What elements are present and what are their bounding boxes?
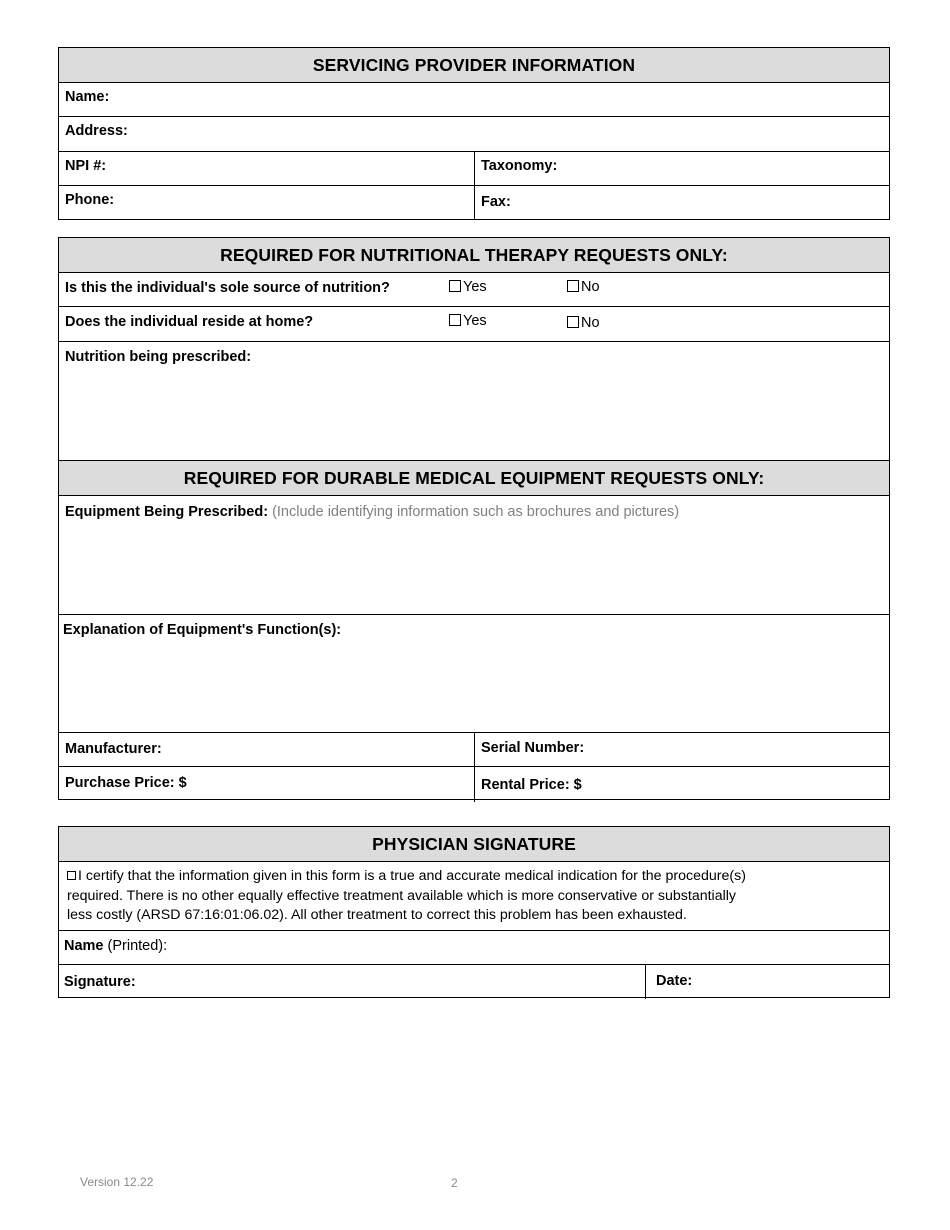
yes-label: Yes xyxy=(463,279,487,295)
version-label: Version 12.22 xyxy=(80,1175,154,1189)
signature-field[interactable] xyxy=(59,965,646,999)
rental-price-field[interactable] xyxy=(475,767,889,802)
date-label: Date: xyxy=(656,973,693,989)
yes-label: Yes xyxy=(463,313,487,329)
servicing-provider-section xyxy=(58,47,890,220)
serial-number-field[interactable] xyxy=(475,733,889,766)
certification-text xyxy=(59,862,889,926)
nutrition-prescribed-field[interactable] xyxy=(59,342,889,461)
sole-source-row xyxy=(59,273,889,307)
reside-home-yes-option[interactable] xyxy=(449,313,487,329)
certify-checkbox-icon[interactable] xyxy=(67,871,76,880)
checkbox-icon[interactable] xyxy=(567,316,579,328)
no-label: No xyxy=(581,315,600,331)
printed-name-field[interactable] xyxy=(59,931,889,965)
cert-line-1: I certify that the information given in this form is a true and accurate medical indication for the procedure(s) xyxy=(78,868,746,884)
checkbox-icon[interactable] xyxy=(449,314,461,326)
nutrition-prescribed-label: Nutrition being prescribed: xyxy=(65,349,252,365)
fax-label: Fax: xyxy=(481,194,511,210)
cert-line-2: required. There is no other equally effective treatment available which is more conservative or substantially xyxy=(67,887,736,904)
equipment-prescribed-label: Equipment Being Prescribed: xyxy=(65,504,269,520)
cert-line-3: less costly (ARSD 67:16:01:06.02). All other treatment to correct this problem has been exhausted. xyxy=(67,907,687,923)
equipment-prescribed-field[interactable] xyxy=(59,496,889,615)
purchase-price-field[interactable] xyxy=(59,767,475,802)
reside-home-no-option[interactable] xyxy=(567,315,600,331)
sole-source-question: Is this the individual's sole source of nutrition? xyxy=(65,280,390,296)
taxonomy-label: Taxonomy: xyxy=(481,158,558,174)
printed-name-suffix: (Printed): xyxy=(103,938,168,954)
manufacturer-label: Manufacturer: xyxy=(65,741,162,757)
dme-title: REQUIRED FOR DURABLE MEDICAL EQUIPMENT REQUESTS ONLY: xyxy=(59,461,889,496)
sole-source-yes-option[interactable] xyxy=(449,279,487,295)
signature-label: Signature: xyxy=(64,974,136,990)
phone-field[interactable] xyxy=(59,186,475,220)
name-row[interactable] xyxy=(59,83,889,117)
certification-row xyxy=(59,862,889,931)
taxonomy-field[interactable] xyxy=(475,152,889,185)
checkbox-icon[interactable] xyxy=(449,280,461,292)
fax-field[interactable] xyxy=(475,186,889,220)
phone-label: Phone: xyxy=(65,192,115,208)
page-number: 2 xyxy=(451,1176,458,1190)
rental-price-label: Rental Price: $ xyxy=(481,777,582,793)
section-title: SERVICING PROVIDER INFORMATION xyxy=(59,48,889,83)
physician-title: PHYSICIAN SIGNATURE xyxy=(59,827,889,862)
physician-signature-section xyxy=(58,826,890,998)
reside-home-question: Does the individual reside at home? xyxy=(65,314,314,330)
serial-number-label: Serial Number: xyxy=(481,740,585,756)
nutrition-title: REQUIRED FOR NUTRITIONAL THERAPY REQUESTS ONLY: xyxy=(59,238,889,273)
sole-source-no-option[interactable] xyxy=(567,279,600,295)
manufacturer-field[interactable] xyxy=(59,733,475,766)
no-label: No xyxy=(581,279,600,295)
address-row[interactable] xyxy=(59,117,889,152)
reside-home-row xyxy=(59,307,889,342)
equipment-function-field[interactable] xyxy=(59,615,889,733)
npi-label: NPI #: xyxy=(65,158,107,174)
checkbox-icon[interactable] xyxy=(567,280,579,292)
purchase-price-label: Purchase Price: $ xyxy=(65,775,187,791)
requests-section xyxy=(58,237,890,800)
equipment-hint: (Include identifying information such as brochures and pictures) xyxy=(272,504,680,520)
address-label: Address: xyxy=(65,123,128,139)
date-field[interactable] xyxy=(646,965,889,999)
printed-name-label: Name xyxy=(64,938,104,954)
name-label: Name: xyxy=(65,89,110,105)
npi-field[interactable] xyxy=(59,152,475,185)
equipment-function-label: Explanation of Equipment's Function(s): xyxy=(63,622,342,638)
